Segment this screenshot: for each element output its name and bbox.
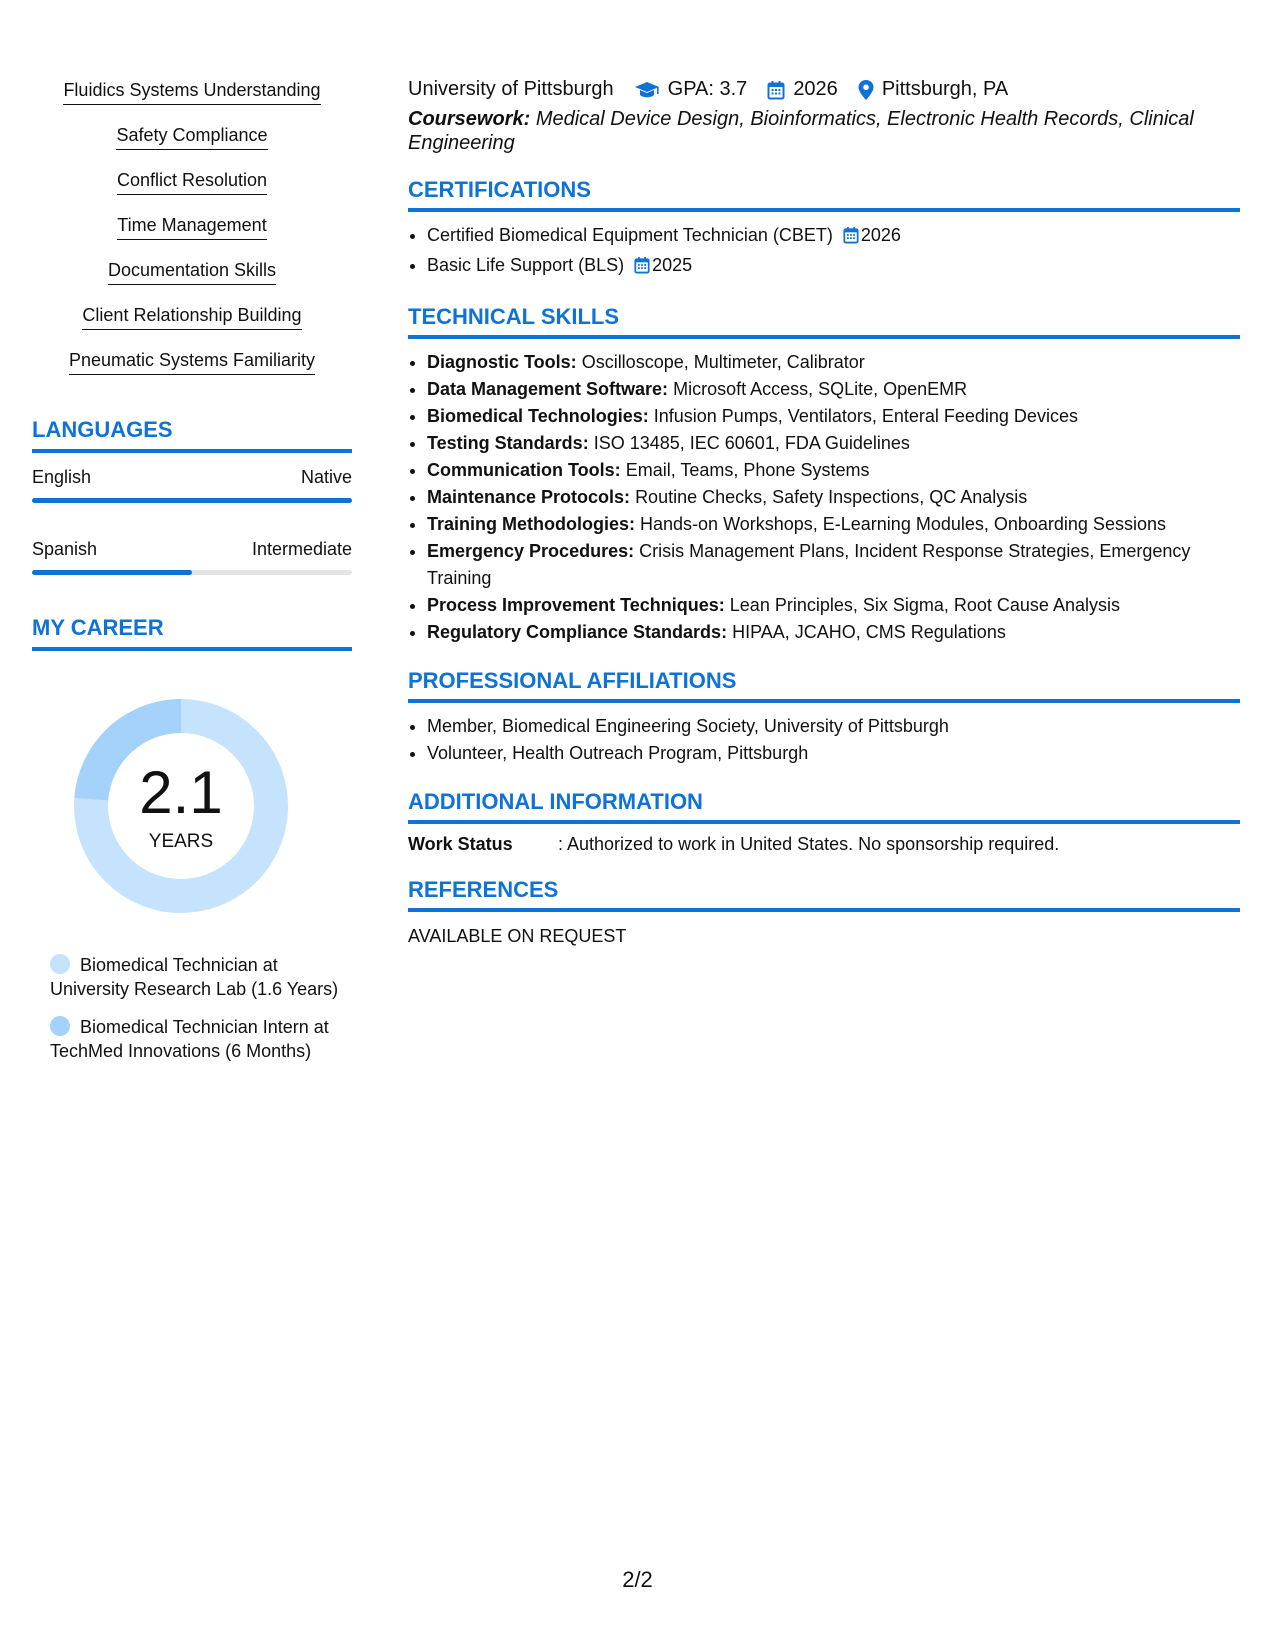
- work-status-value: : Authorized to work in United States. No sponsorship required.: [558, 834, 1060, 854]
- tech-skill-label: Diagnostic Tools:: [427, 352, 577, 372]
- language-row: [32, 467, 352, 488]
- map-pin-icon: [858, 80, 874, 100]
- tech-skill-item: [427, 619, 1240, 646]
- technical-skills-heading: TECHNICAL SKILLS: [408, 304, 1240, 339]
- tech-skill-value: Crisis Management Plans, Incident Response Strategies, Emergency Training: [427, 541, 1191, 588]
- tech-skill-value: Hands-on Workshops, E-Learning Modules, Onboarding Sessions: [640, 514, 1166, 534]
- certifications-list: [408, 222, 1240, 282]
- language-proficiency-fill: [32, 570, 192, 575]
- left-column: [32, 80, 352, 1077]
- graduation-year: 2026: [793, 78, 838, 100]
- languages-section: [32, 417, 352, 575]
- language-proficiency-bar: [32, 498, 352, 503]
- tech-skill-item: [427, 592, 1240, 619]
- certification-name: Certified Biomedical Equipment Technician (CBET): [427, 225, 833, 245]
- legend-label: Biomedical Technician Intern at TechMed Innovations (6 Months): [50, 1017, 329, 1061]
- career-legend: [50, 953, 340, 1063]
- language-proficiency-bar: [32, 570, 352, 575]
- calendar-icon: [767, 80, 785, 100]
- work-status-label: Work Status: [408, 834, 513, 854]
- certification-year: 2026: [860, 225, 901, 245]
- technical-skills-list: [408, 349, 1240, 646]
- certification-item: [427, 252, 1240, 282]
- skill-item: Documentation Skills: [32, 260, 352, 305]
- school-name: University of Pittsburgh: [408, 78, 614, 100]
- tech-skill-label: Emergency Procedures:: [427, 541, 635, 561]
- skill-item: Time Management: [32, 215, 352, 260]
- tech-skill-item: [427, 403, 1240, 430]
- affiliations-list: [408, 713, 1240, 767]
- tech-skill-label: Regulatory Compliance Standards:: [427, 622, 728, 642]
- career-heading: MY CAREER: [32, 615, 352, 651]
- coursework-list: Medical Device Design, Bioinformatics, Electronic Health Records, Clinical Engineering: [408, 108, 1194, 154]
- legend-swatch: [50, 954, 70, 974]
- work-status-row: [408, 834, 1240, 855]
- additional-info-heading: ADDITIONAL INFORMATION: [408, 789, 1240, 824]
- coursework: [408, 107, 1240, 155]
- skills-list: [32, 80, 352, 395]
- tech-skill-value: HIPAA, JCAHO, CMS Regulations: [732, 622, 1006, 642]
- tech-skill-value: Lean Principles, Six Sigma, Root Cause Analysis: [729, 595, 1120, 615]
- total-years-value: 2.1: [139, 759, 223, 826]
- affiliation-item: • Member, Biomedical Engineering Society, University of Pittsburgh: [427, 713, 1240, 740]
- language-proficiency-fill: [32, 498, 352, 503]
- page-number: 2/2: [622, 1567, 653, 1592]
- language-level: Native: [300, 467, 352, 487]
- skill-item: Safety Compliance: [32, 125, 352, 170]
- calendar-icon: [634, 255, 650, 282]
- tech-skill-value: Email, Teams, Phone Systems: [625, 460, 870, 480]
- legend-item: [50, 1015, 340, 1063]
- certifications-heading: CERTIFICATIONS: [408, 177, 1240, 212]
- graduation-cap-icon: [634, 80, 660, 100]
- tech-skill-item: [427, 349, 1240, 376]
- education-line: [408, 78, 1240, 101]
- language-level: Intermediate: [251, 539, 352, 559]
- skill-item: Pneumatic Systems Familiarity: [32, 350, 352, 395]
- total-years-unit: YEARS: [148, 831, 214, 852]
- language-name: English: [32, 467, 92, 487]
- legend-label: Biomedical Technician at University Research Lab (1.6 Years): [50, 955, 339, 999]
- career-section: [32, 615, 352, 1063]
- certification-item: [427, 222, 1240, 252]
- tech-skill-value: Microsoft Access, SQLite, OpenEMR: [673, 379, 968, 399]
- skill-item: Fluidics Systems Understanding: [32, 80, 352, 125]
- tech-skill-label: Biomedical Technologies:: [427, 406, 649, 426]
- skill-item: Client Relationship Building: [32, 305, 352, 350]
- references-heading: REFERENCES: [408, 877, 1240, 912]
- calendar-icon: [843, 225, 859, 252]
- language-row: [32, 539, 352, 560]
- coursework-label: Coursework:: [408, 108, 531, 130]
- tech-skill-label: Communication Tools:: [427, 460, 621, 480]
- tech-skill-label: Maintenance Protocols:: [427, 487, 631, 507]
- tech-skill-label: Training Methodologies:: [427, 514, 635, 534]
- tech-skill-label: Data Management Software:: [427, 379, 669, 399]
- tech-skill-item: [427, 484, 1240, 511]
- career-donut-chart: [66, 691, 296, 921]
- language-name: Spanish: [32, 539, 98, 559]
- tech-skill-item: [427, 376, 1240, 403]
- tech-skill-label: Process Improvement Techniques:: [427, 595, 725, 615]
- tech-skill-value: ISO 13485, IEC 60601, FDA Guidelines: [593, 433, 910, 453]
- certification-name: Basic Life Support (BLS): [427, 255, 625, 275]
- right-column: [408, 78, 1240, 947]
- tech-skill-value: Routine Checks, Safety Inspections, QC Analysis: [635, 487, 1028, 507]
- tech-skill-item: [427, 430, 1240, 457]
- school-location: Pittsburgh, PA: [881, 78, 1009, 100]
- affiliation-item: • Volunteer, Health Outreach Program, Pittsburgh: [427, 740, 1240, 767]
- certification-year: 2025: [652, 255, 693, 275]
- references-text: AVAILABLE ON REQUEST: [408, 926, 627, 946]
- skill-item: Conflict Resolution: [32, 170, 352, 215]
- tech-skill-item: [427, 538, 1240, 592]
- languages-heading: LANGUAGES: [32, 417, 352, 453]
- tech-skill-label: Testing Standards:: [427, 433, 589, 453]
- tech-skill-value: Oscilloscope, Multimeter, Calibrator: [581, 352, 865, 372]
- tech-skill-item: [427, 511, 1240, 538]
- legend-swatch: [50, 1016, 70, 1036]
- languages-list: [32, 467, 352, 575]
- gpa: GPA: 3.7: [667, 78, 748, 100]
- legend-item: [50, 953, 340, 1001]
- tech-skill-value: Infusion Pumps, Ventilators, Enteral Feeding Devices: [653, 406, 1078, 426]
- tech-skill-item: [427, 457, 1240, 484]
- affiliations-heading: PROFESSIONAL AFFILIATIONS: [408, 668, 1240, 703]
